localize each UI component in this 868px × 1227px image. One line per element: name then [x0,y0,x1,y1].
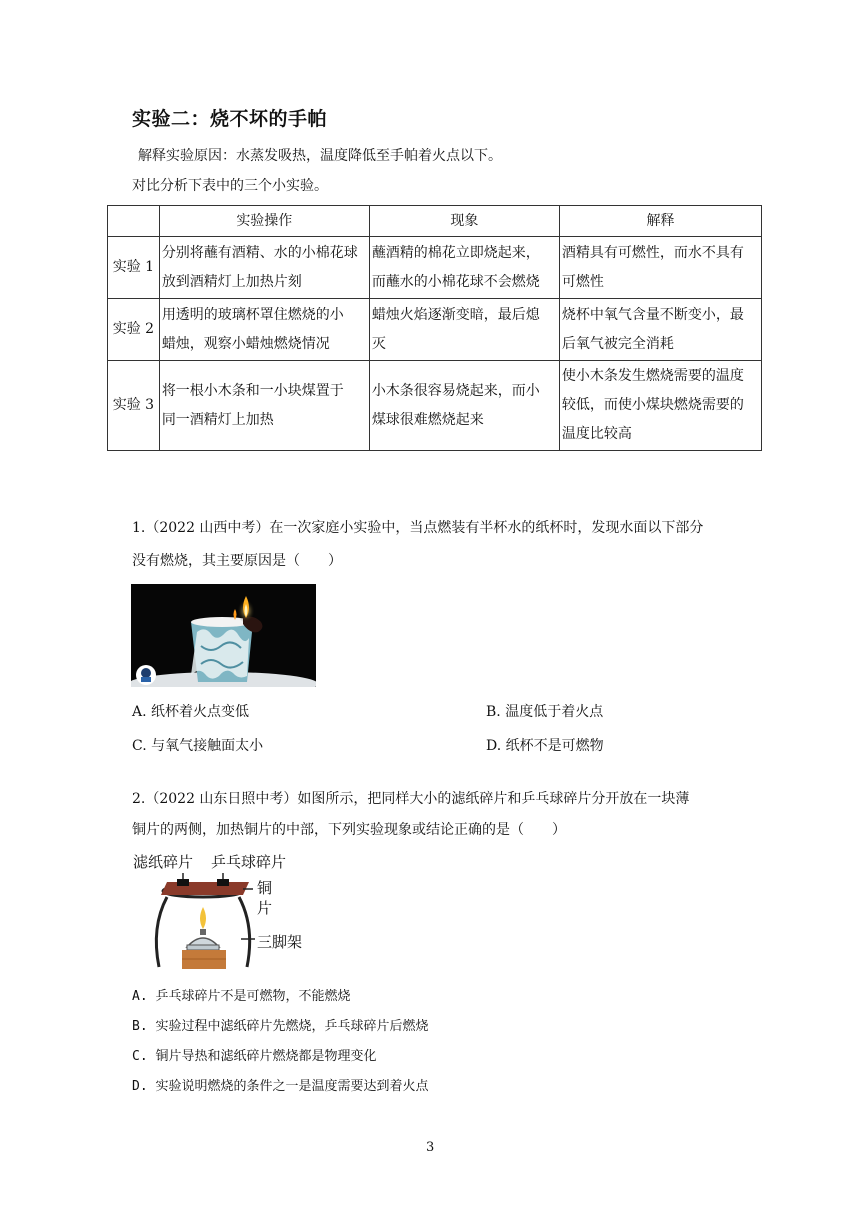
q1-option-d[interactable]: D. 纸杯不是可燃物 [486,738,604,754]
cell-phenomenon [369,299,559,361]
cell-line: 蘸酒精的棉花立即烧起来， [371,244,540,261]
cell-line: 而蘸水的小棉花球不会燃烧 [371,273,540,290]
cell-line: 煤球很难燃烧起来 [371,411,484,428]
cell-line: 蜡烛，观察小蜡烛燃烧情况 [161,335,330,352]
cell-operation [159,299,369,361]
cell-line: 烧杯中氧气含量不断变小，最 [561,306,744,323]
burning-paper-cup-photo [131,584,316,687]
table-header-explanation: 解释 [559,206,761,237]
cell-line: 同一酒精灯上加热 [161,411,274,428]
section-title: 实验二：烧不坏的手帕 [132,108,328,130]
explain-reason: 解释实验原因：水蒸发吸热，温度降低至手帕着火点以下。 [138,148,502,164]
cell-line: 分别将蘸有酒精、水的小棉花球 [161,244,358,261]
cell-line: 较低，而使小煤块燃烧需要的 [561,397,744,413]
cell-explanation [559,237,761,299]
cell-operation [159,361,369,451]
table-row [108,361,762,451]
q1-stem-line1: 1.（2022 山西中考）在一次家庭小实验中，当点燃装有半杯水的纸杯时，发现水面以下部分 [132,520,704,536]
cell-phenomenon [369,237,559,299]
table-row [108,299,762,361]
q2-option-a[interactable]: A. 乒乓球碎片不是可燃物，不能燃烧 [132,989,351,1004]
q2-option-d[interactable]: D. 实验说明燃烧的条件之一是温度需要达到着火点 [132,1079,429,1094]
cell-line: 放到酒精灯上加热片刻 [161,273,302,290]
q2-stem-line2: 铜片的两侧，加热铜片的中部，下列实验现象或结论正确的是（ ） [132,822,566,838]
q1-option-c[interactable]: C. 与氧气接触面太小 [132,738,264,754]
experiment-table [107,205,762,451]
q2-option-c[interactable]: C. 铜片导热和滤纸碎片燃烧都是物理变化 [132,1049,377,1064]
cell-line: 酒精具有可燃性，而水不具有 [561,244,744,261]
table-header-empty [108,206,160,237]
cell-explanation [559,299,761,361]
cell-phenomenon [369,361,559,451]
table-header-row [108,206,762,237]
cell-line: 小木条很容易烧起来，而小 [371,382,540,399]
table-header-operation: 实验操作 [159,206,369,237]
row-name: 实验 3 [108,361,160,451]
cell-line: 灭 [371,335,386,352]
cell-line: 使小木条发生燃烧需要的温度 [561,368,744,384]
cell-explanation [559,361,761,451]
cell-line: 可燃性 [561,273,604,290]
label-copper-2: 片 [257,899,273,917]
cell-line: 温度比较高 [561,426,632,442]
row-name: 实验 1 [108,237,160,299]
label-pingpong: 乒乓球碎片 [211,853,287,871]
q2-option-b[interactable]: B. 实验过程中滤纸碎片先燃烧，乒乓球碎片后燃烧 [132,1019,429,1034]
q1-option-b[interactable]: B. 温度低于着火点 [486,704,604,720]
table-header-phenomenon: 现象 [369,206,559,237]
cell-line: 用透明的玻璃杯罩住燃烧的小 [161,306,344,323]
compare-intro: 对比分析下表中的三个小实验。 [132,178,328,194]
row-name: 实验 2 [108,299,160,361]
label-filter-paper: 滤纸碎片 [133,853,194,871]
cell-line: 将一根小木条和一小块煤置于 [161,382,344,399]
page-number: 3 [426,1140,435,1155]
cell-line: 后氧气被完全消耗 [561,335,674,352]
cell-line: 蜡烛火焰逐渐变暗，最后熄 [371,306,540,323]
q2-stem-line1: 2.（2022 山东日照中考）如图所示，把同样大小的滤纸碎片和乒乓球碎片分开放在一块薄 [132,791,690,807]
copper-plate-diagram [131,849,306,974]
table-row [108,237,762,299]
label-copper-1: 铜 [257,879,273,897]
cell-operation [159,237,369,299]
q1-option-a[interactable]: A. 纸杯着火点变低 [132,704,250,720]
label-tripod: 三脚架 [257,933,303,951]
q1-stem-line2: 没有燃烧，其主要原因是（ ） [132,553,342,569]
